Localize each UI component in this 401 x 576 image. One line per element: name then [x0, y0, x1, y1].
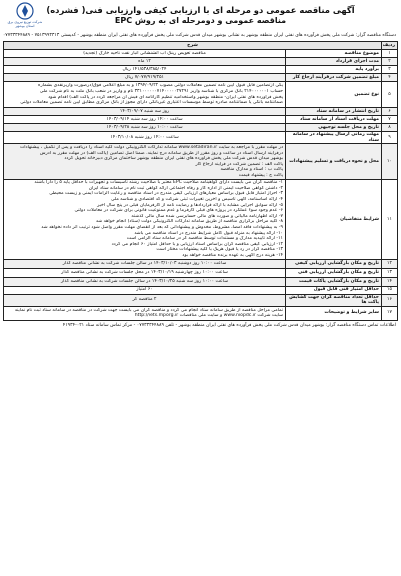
table-row: [4, 259, 398, 268]
row-title: برآورد پایه: [286, 66, 382, 74]
table-row: [4, 144, 398, 180]
row-title: مدت اجرای قرارداد: [286, 58, 382, 66]
row-title: تاریخ و مکان بازگشایی پاکات قیمت: [286, 277, 382, 286]
row-value-line: ۲ مناقصه گر: [132, 297, 157, 303]
row-value-line: ۵- ارائه سوابق اجرایی مشابه با ارائه قراردادها و رضایت نامه از کارفرمایان قبلی در پنج سال اخیر: [97, 202, 283, 208]
row-value-line: ۲- داشتن گواهی صلاحیت ایمنی از اداره کار و رفاه اجتماعی ارائه گواهی ثبت نام در سامانه ستاد ایران: [88, 185, 283, 191]
row-number: ۷: [382, 116, 398, 124]
row-number: ۶: [382, 108, 398, 116]
row-value-line: یکی ازتضامین قابل قبول آیین نامه تضمین معاملات دولتی مصوب ۱۳۹۴/۰۹/۲۲ و به مبلغ اعلامی فوق(درصورت واریزنقدی بشماره: [38, 83, 283, 89]
tenderer-info: دستگاه مناقصه گزار: شرکت ملی پخش فرآورده های نفتی ایران منطقه بوشهر به نشانی بوشهر میدان قدس شرکت ملی پخش فرآورده های نفتی ایران منطقه بوشهر - کدپستی ۷۵۱۳۹۹۳۳۱۳ - ۰۷۷۳۳۳۴۴۸۸۹: [3, 33, 396, 38]
table-row: [4, 82, 398, 108]
row-value: [4, 50, 286, 58]
table-row: [4, 132, 398, 144]
row-number: ۱۲: [382, 259, 398, 268]
row-value-line: ۴- ارائه اساسنامه، آگهی تاسیس و آخرین تغییرات ثبتی شرکت و کد اقتصادی و شناسه ملی: [111, 197, 283, 202]
table-row: [4, 286, 398, 294]
row-number: ۱۵: [382, 286, 398, 294]
row-value-line: ۷- ارائه اظهارنامه مالیاتی و صورت های مالی حسابرسی شده سال مالی گذشته: [131, 213, 283, 219]
row-title: مهلت زمانی ارسال پیشنهاد در سامانه ستاد: [286, 132, 382, 144]
row-value: [4, 82, 286, 108]
row-value-line: ۱۲ ماه: [138, 58, 151, 64]
row-title: شرایط متقاضیان: [286, 180, 382, 259]
row-value-line: حساب ۲۱۴۰۰۰۰۰۰۱ بانک مرکزی با شناسه واریز ۳۳۱۰۰۰۰۰۰۷۱۴۰۰۰۰۰۲۷۲۹۱ نام و واریز در شعب بانک ملت به نام شرکت ملی: [39, 88, 283, 94]
row-number: ۱: [382, 50, 398, 58]
row-number: ۱۶: [382, 294, 398, 306]
row-number: ۱۰: [382, 144, 398, 180]
row-title: تاریخ و مکان بازگشایی ارزیابی کیفی: [286, 259, 382, 268]
row-value-line: ساعت ۱۴:۰۰ روز شنبه ۱۴۰۳/۱۰/۰۸: [110, 134, 179, 140]
notice-subtitle: مناقصه عمومی و دومرحله ای به روش EPC: [114, 16, 287, 25]
row-value-line: مناقصه تعویض رینگ آب آتشنشانی انبار نفت ناحیه خارک (تجدید): [83, 50, 206, 56]
row-title: موضوع مناقصه: [286, 50, 382, 58]
row-value-line: بوشهر میدان قدس شرکت ملی پخش فرآورده های نفتی ایران منطقه بوشهر ساختمان مرکزی دبیرخانه تحویل گردد: [64, 156, 283, 162]
row-value: [4, 277, 286, 286]
row-value-line: روز سه شنبه ۱۴۰۳/۰۹/۰۷: [119, 108, 170, 114]
row-title: تاریخ انتشار در سامانه ستاد: [286, 108, 382, 116]
row-title: مبلغ تضمین شرکت درفرآیند ارجاع کار: [286, 74, 382, 82]
row-number: ۴: [382, 74, 398, 82]
row-value-line: پاکت ج : پیشنهاد قیمت: [238, 172, 283, 178]
row-value-line: ساعت ۱۴:۰۰ روز سه شنبه ۱۴۰۳/۰۹/۱۴: [106, 116, 183, 122]
table-row: [4, 294, 398, 306]
row-value: [4, 268, 286, 277]
row-value: [4, 58, 286, 66]
company-logo: [5, 2, 45, 30]
row-value: [4, 180, 286, 259]
logo-emblem-icon: [16, 2, 34, 20]
row-value: [4, 286, 286, 294]
row-value: [4, 74, 286, 82]
row-value-line: در مهلت مقرر با مراجعه به سایت www.setadiran.ir سامانه تدارکات الکترونیکی دولت کلیه اسناد را دریافت و پس از تکمیل ، پیشنهادات: [19, 144, 283, 150]
table-row: [4, 277, 398, 286]
row-value-line: درفرآیند ارسال اسناد در ساعت و روز مقرر از طریق سامانه درج نمایند. ضمنا اصل تضامین (پاکت الف) در مهلت مقرر به آدرس: [39, 150, 283, 156]
logo-text: شرکت توزیع نیروی برق استان بوشهر: [7, 20, 43, 28]
row-value-line: ساعت ۱۰:۰۰ روز سه شنبه ۱۴۰۳/۰۹/۲۸: [106, 124, 183, 130]
row-value-line: ۸- کلیه مراحل برگزاری مناقصه از طریق سامانه تدارکات الکترونیکی دولت (ستاد) انجام خواهد شد: [95, 219, 283, 225]
row-title: سایر شرایط و توضیحات: [286, 306, 382, 320]
row-value-line: ۱۴- هزینه درج آگهی به عهده برنده مناقصه خواهد بود: [182, 252, 283, 258]
row-value: [4, 306, 286, 320]
row-value-line: ساعت ۱۰:۰۰ روز دوشنبه ۱۴۰۳/۱۰/۰۳ در سالن جلسات شرکت به نشانی مناقصه گذار: [62, 260, 227, 266]
row-value-line: پخش فرآورده های نفتی ایران- منطقه بوشهر واستخدامیه تنظیم کارانامه ای فیش آن مراجعه گردد در پاکت الف) اقدام شود: [48, 94, 283, 100]
row-value-line: ساعت ۱۰:۰۰ روز چهارشنبه ۱۴۰۳/۱۰/۱۹ در محل جلسات شرکت به نشانی مناقصه گذار: [61, 269, 228, 275]
row-value-line: ساعت ۱۰:۰۰ روز سه شنبه ۱۴۰۳/۱۰/۲۵ در سالن جلسات شرکت به نشانی مناقصه گذار: [60, 278, 229, 284]
row-title: حداقل امتیاز فنی قابل قبول: [286, 286, 382, 294]
row-value: [4, 144, 286, 180]
row-value: [4, 132, 286, 144]
row-title: تاریخ و مکان بازگشایی ارزیابی فنی: [286, 268, 382, 277]
row-value-line: ۹- به پیشنهادات فاقد امضا، مشروط، مخدوش و پیشنهاداتی که بعد از انقضای مهلت مقرر واصل شود ترتیب اثر داده نخواهد شد: [41, 224, 283, 230]
row-value: [4, 124, 286, 132]
row-number: ۵: [382, 82, 398, 108]
row-value-line: ۱۳- مناقصه گزار در رد یا قبول هریک یا کلیه پیشنهادات مختار است: [156, 247, 283, 253]
table-row: [4, 58, 398, 66]
row-title: حداقل تعداد مناقصه گران جهت کشایش پاکت ها: [286, 294, 382, 306]
header: [3, 2, 398, 32]
row-value-line: تمامی مراحل مناقصه از طریق سامانه ستاد انجام می گردد و مناقصه گران می بایست جهت شرکت در مناقصه در سامانه ستاد ثبت نام نمایند: [14, 307, 283, 313]
table-row: [4, 268, 398, 277]
row-value: [4, 108, 286, 116]
header-description: شرح: [4, 42, 382, 50]
table-row: [4, 124, 398, 132]
table-row: [4, 50, 398, 58]
row-value-line: ۱- مناقصه گران می بایست دارای گواهینامه صلاحیت EPC معتبر با صلاحیت رشته تاسیسات و تجهیزات با حداقل پایه ۵ را دارا باشند: [34, 180, 283, 186]
table-header-row: [4, 42, 398, 50]
contact-info: اطلاعات تماس دستگاه مناقصه گزار: بوشهر میدان قدس شرکت ملی پخش فرآورده های نفتی ایران منطقه بوشهر - تلفن ۰۷۷۳۳۳۴۴۸۸۹ - مرکز تماس سامانه ستاد ۰۲۱-۴۱۹۳۴: [62, 322, 396, 328]
row-value-line: ۷/۰۷۷/۹۱۹/۲۵۱ ریال: [124, 74, 165, 80]
row-number: ۱۳: [382, 268, 398, 277]
row-value-line: ۱۲- ارزیابی کیفی مناقصه گران براساس اسناد ارزیابی و با حداقل امتیاز ۶۰ انجام می گردد: [111, 241, 283, 247]
row-title: محل و نحوه دریافت و تسلیم پیشنهادات: [286, 144, 382, 180]
row-value: [4, 116, 286, 124]
row-value: [4, 259, 286, 268]
row-number: ۱۱: [382, 180, 398, 259]
row-value-line: ۶۰ امتیاز: [136, 287, 153, 293]
row-number: ۱۷: [382, 306, 398, 320]
row-number: ۸: [382, 124, 398, 132]
tender-table: [3, 41, 398, 321]
row-number: ۳: [382, 66, 398, 74]
table-row: [4, 74, 398, 82]
row-title: نوع تضمین: [286, 82, 382, 108]
row-title: تاریخ و محل جلسه توجیهی: [286, 124, 382, 132]
row-number: ۲: [382, 58, 398, 66]
table-row: [4, 180, 398, 259]
row-value-line: پاکت ب : اسناد و مدارک مناقصه: [220, 167, 283, 173]
row-value-line: ۱۱- ارائه تاییدیه مدارک و مستندات توسط مناقصه گر در سامانه ستاد الزامی است: [126, 236, 283, 242]
table-row: [4, 108, 398, 116]
row-value-line: ۱۰- ارائه پیشنهاد به منزله قبول کامل شرایط مندرج در اسناد مناقصه می باشد: [134, 230, 283, 236]
table-row: [4, 306, 398, 320]
row-number: ۱۴: [382, 277, 398, 286]
row-value-line: ضمانتنامه بانکی یا ضمانتنامه صادره توسط موسسات اعتباری غیربانکی دارای مجوز از بانک مرکزی مطابق آیین نامه تضمین معاملات دولتی: [20, 100, 283, 106]
notice-title: آگهی مناقصه عمومی دو مرحله ای با ارزیابی کیفی وارزیابی فنی( فشرده): [46, 5, 355, 15]
row-value-line: ۱۴۱/۵۳۸/۳۸۵/۰۲۴ ریال: [122, 66, 167, 72]
header-row-number: ردیف: [382, 42, 398, 50]
row-title: مهلت دریافت اسناد از سامانه ستاد: [286, 116, 382, 124]
row-value: [4, 66, 286, 74]
row-value-line: سایت شرکت www.niopdc.ir و سایت ملی مناقصات http://iets.mporg.ir: [134, 313, 283, 319]
row-value-line: ۳- احراز امتیاز قابل قبول براساس معیارهای ارزیابی کیفی مندرج در اسناد مناقصه و رعایت الزامات ایمنی و زیست محیطی: [49, 191, 283, 197]
row-value-line: پاکت الف : تضمین شرکت در فرآیند ارجاع کار: [195, 161, 283, 167]
row-number: ۹: [382, 132, 398, 144]
table-row: [4, 116, 398, 124]
table-row: [4, 66, 398, 74]
row-value: [4, 294, 286, 306]
row-value-line: ۶- عدم وجود سوء عملکرد در پروژه های قبلی کارفرما و عدم ممنوعیت قانونی برای شرکت در معاملات دولتی: [74, 208, 283, 214]
